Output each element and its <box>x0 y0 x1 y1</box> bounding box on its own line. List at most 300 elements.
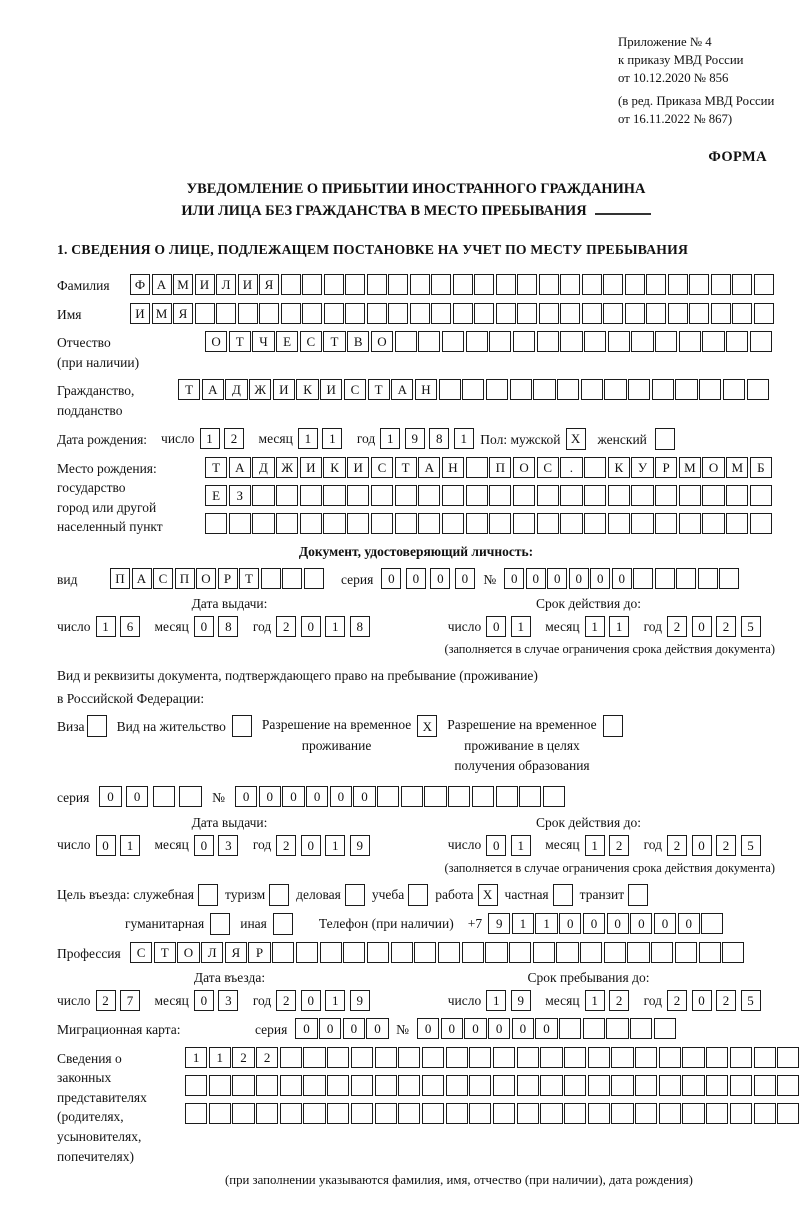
purpose-tourism-checkbox[interactable] <box>269 884 289 906</box>
char-cell[interactable]: 0 <box>488 1018 510 1039</box>
char-cell[interactable]: 0 <box>381 568 401 589</box>
char-cell[interactable] <box>466 457 488 478</box>
char-cell[interactable]: К <box>296 379 318 400</box>
entry-year-input[interactable] <box>276 990 374 1011</box>
char-cell[interactable]: 1 <box>511 616 531 637</box>
char-cell[interactable] <box>371 513 393 534</box>
char-cell[interactable]: С <box>300 331 322 352</box>
patronymic-input[interactable] <box>205 331 774 352</box>
residence-number-input[interactable] <box>235 786 567 807</box>
char-cell[interactable]: 1 <box>486 990 506 1011</box>
char-cell[interactable] <box>418 485 440 506</box>
edu-residence-checkbox[interactable] <box>603 715 623 737</box>
char-cell[interactable]: 5 <box>741 835 761 856</box>
char-cell[interactable]: 0 <box>282 786 304 807</box>
char-cell[interactable] <box>398 1047 420 1068</box>
char-cell[interactable]: 0 <box>455 568 475 589</box>
char-cell[interactable]: Ж <box>249 379 271 400</box>
char-cell[interactable] <box>537 485 559 506</box>
char-cell[interactable] <box>711 303 731 324</box>
char-cell[interactable]: Е <box>276 331 298 352</box>
char-cell[interactable]: 5 <box>741 990 761 1011</box>
doc-issue-year[interactable] <box>276 616 374 637</box>
char-cell[interactable] <box>603 303 623 324</box>
char-cell[interactable] <box>726 513 748 534</box>
char-cell[interactable]: 8 <box>350 616 370 637</box>
char-cell[interactable] <box>582 303 602 324</box>
char-cell[interactable] <box>539 303 559 324</box>
char-cell[interactable] <box>302 303 322 324</box>
char-cell[interactable]: А <box>152 274 172 295</box>
char-cell[interactable] <box>205 513 227 534</box>
char-cell[interactable]: 2 <box>224 428 244 449</box>
char-cell[interactable] <box>706 1075 728 1096</box>
char-cell[interactable] <box>659 1047 681 1068</box>
char-cell[interactable] <box>280 1103 302 1124</box>
char-cell[interactable] <box>418 331 440 352</box>
char-cell[interactable] <box>659 1075 681 1096</box>
char-cell[interactable] <box>472 786 494 807</box>
female-checkbox[interactable] <box>655 428 675 450</box>
char-cell[interactable]: 1 <box>200 428 220 449</box>
char-cell[interactable] <box>635 1103 657 1124</box>
char-cell[interactable] <box>327 1075 349 1096</box>
char-cell[interactable] <box>631 485 653 506</box>
char-cell[interactable]: Я <box>259 274 279 295</box>
char-cell[interactable] <box>375 1047 397 1068</box>
char-cell[interactable] <box>537 331 559 352</box>
surname-input[interactable] <box>130 274 775 295</box>
char-cell[interactable] <box>489 485 511 506</box>
char-cell[interactable]: 0 <box>441 1018 463 1039</box>
char-cell[interactable] <box>668 274 688 295</box>
char-cell[interactable] <box>604 379 626 400</box>
char-cell[interactable] <box>324 274 344 295</box>
char-cell[interactable] <box>302 274 322 295</box>
char-cell[interactable] <box>276 513 298 534</box>
char-cell[interactable] <box>496 303 516 324</box>
char-cell[interactable] <box>446 1075 468 1096</box>
char-cell[interactable]: 0 <box>692 616 712 637</box>
char-cell[interactable]: И <box>320 379 342 400</box>
char-cell[interactable] <box>659 1103 681 1124</box>
char-cell[interactable] <box>553 884 573 906</box>
stay-year-input[interactable] <box>667 990 765 1011</box>
char-cell[interactable] <box>722 942 744 963</box>
char-cell[interactable]: 1 <box>209 1047 231 1068</box>
char-cell[interactable] <box>564 1047 586 1068</box>
char-cell[interactable]: 0 <box>353 786 375 807</box>
doc-expiry-day[interactable] <box>486 616 535 637</box>
char-cell[interactable]: 2 <box>256 1047 278 1068</box>
male-checkbox[interactable] <box>566 428 586 450</box>
char-cell[interactable] <box>453 303 473 324</box>
char-cell[interactable] <box>625 303 645 324</box>
stay-day-input[interactable] <box>486 990 535 1011</box>
char-cell[interactable]: 1 <box>585 835 605 856</box>
char-cell[interactable] <box>556 942 578 963</box>
char-cell[interactable] <box>513 485 535 506</box>
char-cell[interactable] <box>256 1075 278 1096</box>
char-cell[interactable] <box>462 942 484 963</box>
char-cell[interactable] <box>375 1075 397 1096</box>
doc-series-input[interactable] <box>381 568 479 589</box>
char-cell[interactable]: О <box>177 942 199 963</box>
char-cell[interactable]: 2 <box>609 990 629 1011</box>
char-cell[interactable]: 1 <box>325 990 345 1011</box>
char-cell[interactable] <box>675 942 697 963</box>
char-cell[interactable] <box>631 331 653 352</box>
char-cell[interactable] <box>282 568 302 589</box>
char-cell[interactable] <box>462 379 484 400</box>
char-cell[interactable]: 0 <box>319 1018 341 1039</box>
char-cell[interactable]: Т <box>323 331 345 352</box>
char-cell[interactable] <box>422 1103 444 1124</box>
birth-day-input[interactable] <box>200 428 249 449</box>
char-cell[interactable]: Н <box>442 457 464 478</box>
char-cell[interactable]: 0 <box>612 568 632 589</box>
char-cell[interactable]: 0 <box>512 1018 534 1039</box>
char-cell[interactable]: 0 <box>330 786 352 807</box>
char-cell[interactable]: 2 <box>667 990 687 1011</box>
char-cell[interactable]: 2 <box>276 835 296 856</box>
char-cell[interactable] <box>682 1103 704 1124</box>
char-cell[interactable]: 1 <box>298 428 318 449</box>
char-cell[interactable]: Я <box>173 303 193 324</box>
birthplace-row-1[interactable] <box>205 457 774 478</box>
char-cell[interactable] <box>706 1103 728 1124</box>
char-cell[interactable] <box>489 331 511 352</box>
char-cell[interactable]: 1 <box>380 428 400 449</box>
char-cell[interactable]: 1 <box>512 913 534 934</box>
char-cell[interactable] <box>272 942 294 963</box>
char-cell[interactable] <box>351 1047 373 1068</box>
char-cell[interactable] <box>446 1103 468 1124</box>
char-cell[interactable] <box>754 1075 776 1096</box>
char-cell[interactable] <box>652 379 674 400</box>
char-cell[interactable]: 0 <box>366 1018 388 1039</box>
char-cell[interactable] <box>646 274 666 295</box>
char-cell[interactable] <box>418 513 440 534</box>
char-cell[interactable] <box>185 1075 207 1096</box>
char-cell[interactable] <box>496 786 518 807</box>
char-cell[interactable]: А <box>391 379 413 400</box>
char-cell[interactable] <box>584 457 606 478</box>
char-cell[interactable] <box>209 1103 231 1124</box>
char-cell[interactable]: 1 <box>585 990 605 1011</box>
char-cell[interactable]: 2 <box>609 835 629 856</box>
birth-month-input[interactable] <box>298 428 347 449</box>
char-cell[interactable]: Д <box>252 457 274 478</box>
doc-number-input[interactable] <box>504 568 741 589</box>
profession-input[interactable] <box>130 942 746 963</box>
char-cell[interactable] <box>408 884 428 906</box>
char-cell[interactable]: 0 <box>99 786 121 807</box>
char-cell[interactable]: 6 <box>120 616 140 637</box>
char-cell[interactable] <box>398 1103 420 1124</box>
char-cell[interactable] <box>424 786 446 807</box>
char-cell[interactable] <box>269 884 289 906</box>
char-cell[interactable]: 0 <box>547 568 567 589</box>
char-cell[interactable] <box>517 1075 539 1096</box>
char-cell[interactable] <box>723 379 745 400</box>
char-cell[interactable] <box>682 1075 704 1096</box>
char-cell[interactable]: Б <box>750 457 772 478</box>
char-cell[interactable]: А <box>132 568 152 589</box>
residence-issue-month[interactable] <box>194 835 243 856</box>
char-cell[interactable] <box>252 513 274 534</box>
doc-expiry-month[interactable] <box>585 616 634 637</box>
char-cell[interactable]: О <box>702 457 724 478</box>
char-cell[interactable] <box>730 1047 752 1068</box>
char-cell[interactable] <box>259 303 279 324</box>
char-cell[interactable] <box>633 568 653 589</box>
char-cell[interactable]: 2 <box>716 616 736 637</box>
char-cell[interactable] <box>179 786 201 807</box>
char-cell[interactable] <box>580 942 602 963</box>
char-cell[interactable] <box>777 1103 799 1124</box>
char-cell[interactable] <box>540 1103 562 1124</box>
char-cell[interactable]: С <box>371 457 393 478</box>
char-cell[interactable]: 0 <box>194 835 214 856</box>
char-cell[interactable] <box>493 1047 515 1068</box>
char-cell[interactable] <box>726 485 748 506</box>
char-cell[interactable] <box>280 1075 302 1096</box>
representatives-row-2[interactable] <box>185 1075 800 1096</box>
char-cell[interactable] <box>431 274 451 295</box>
char-cell[interactable]: А <box>202 379 224 400</box>
name-input[interactable] <box>130 303 775 324</box>
char-cell[interactable] <box>232 715 252 737</box>
char-cell[interactable] <box>581 379 603 400</box>
char-cell[interactable] <box>513 331 535 352</box>
char-cell[interactable] <box>726 331 748 352</box>
char-cell[interactable]: О <box>205 331 227 352</box>
char-cell[interactable] <box>238 303 258 324</box>
char-cell[interactable]: 0 <box>301 835 321 856</box>
char-cell[interactable]: И <box>130 303 150 324</box>
char-cell[interactable] <box>584 513 606 534</box>
char-cell[interactable]: Р <box>248 942 270 963</box>
char-cell[interactable] <box>371 485 393 506</box>
char-cell[interactable] <box>635 1075 657 1096</box>
char-cell[interactable]: Т <box>229 331 251 352</box>
char-cell[interactable]: Т <box>154 942 176 963</box>
char-cell[interactable] <box>493 1103 515 1124</box>
char-cell[interactable]: 7 <box>120 990 140 1011</box>
char-cell[interactable] <box>442 513 464 534</box>
char-cell[interactable]: С <box>130 942 152 963</box>
char-cell[interactable] <box>606 1018 628 1039</box>
char-cell[interactable] <box>474 274 494 295</box>
residence-expiry-day[interactable] <box>486 835 535 856</box>
char-cell[interactable]: И <box>300 457 322 478</box>
char-cell[interactable] <box>631 513 653 534</box>
char-cell[interactable] <box>347 513 369 534</box>
char-cell[interactable] <box>719 568 739 589</box>
char-cell[interactable] <box>209 1075 231 1096</box>
char-cell[interactable] <box>560 331 582 352</box>
char-cell[interactable]: 9 <box>350 835 370 856</box>
char-cell[interactable] <box>414 942 436 963</box>
char-cell[interactable]: 1 <box>511 835 531 856</box>
char-cell[interactable]: М <box>679 457 701 478</box>
representatives-row-1[interactable] <box>185 1047 800 1068</box>
char-cell[interactable]: 9 <box>405 428 425 449</box>
char-cell[interactable] <box>654 1018 676 1039</box>
char-cell[interactable] <box>391 942 413 963</box>
char-cell[interactable]: 1 <box>322 428 342 449</box>
char-cell[interactable]: 0 <box>464 1018 486 1039</box>
char-cell[interactable] <box>698 568 718 589</box>
char-cell[interactable]: 0 <box>343 1018 365 1039</box>
char-cell[interactable]: Р <box>218 568 238 589</box>
char-cell[interactable]: 8 <box>218 616 238 637</box>
residence-expiry-year[interactable] <box>667 835 765 856</box>
char-cell[interactable] <box>747 379 769 400</box>
char-cell[interactable] <box>345 884 365 906</box>
char-cell[interactable]: X <box>417 715 437 737</box>
char-cell[interactable]: М <box>152 303 172 324</box>
char-cell[interactable]: П <box>175 568 195 589</box>
char-cell[interactable] <box>675 379 697 400</box>
char-cell[interactable] <box>655 331 677 352</box>
char-cell[interactable] <box>395 331 417 352</box>
char-cell[interactable] <box>276 485 298 506</box>
char-cell[interactable] <box>583 1018 605 1039</box>
char-cell[interactable] <box>281 303 301 324</box>
citizenship-input[interactable] <box>178 379 770 400</box>
char-cell[interactable]: 2 <box>716 835 736 856</box>
char-cell[interactable] <box>377 786 399 807</box>
char-cell[interactable]: 1 <box>535 913 557 934</box>
char-cell[interactable]: 2 <box>716 990 736 1011</box>
char-cell[interactable]: 0 <box>301 616 321 637</box>
char-cell[interactable] <box>689 274 709 295</box>
char-cell[interactable]: К <box>323 457 345 478</box>
char-cell[interactable]: М <box>173 274 193 295</box>
char-cell[interactable] <box>422 1075 444 1096</box>
char-cell[interactable]: 2 <box>667 616 687 637</box>
char-cell[interactable] <box>679 485 701 506</box>
char-cell[interactable] <box>706 1047 728 1068</box>
char-cell[interactable]: Л <box>216 274 236 295</box>
char-cell[interactable] <box>489 513 511 534</box>
char-cell[interactable] <box>588 1047 610 1068</box>
char-cell[interactable] <box>517 274 537 295</box>
char-cell[interactable]: Ж <box>276 457 298 478</box>
char-cell[interactable] <box>388 303 408 324</box>
char-cell[interactable] <box>560 274 580 295</box>
char-cell[interactable] <box>431 303 451 324</box>
char-cell[interactable] <box>442 485 464 506</box>
migration-number-input[interactable] <box>417 1018 678 1039</box>
char-cell[interactable] <box>560 485 582 506</box>
char-cell[interactable] <box>474 303 494 324</box>
char-cell[interactable] <box>256 1103 278 1124</box>
char-cell[interactable]: Т <box>368 379 390 400</box>
doc-type-input[interactable] <box>110 568 325 589</box>
char-cell[interactable]: 2 <box>232 1047 254 1068</box>
char-cell[interactable] <box>398 1075 420 1096</box>
char-cell[interactable] <box>153 786 175 807</box>
purpose-commercial-checkbox[interactable] <box>345 884 365 906</box>
char-cell[interactable] <box>469 1047 491 1068</box>
char-cell[interactable] <box>185 1103 207 1124</box>
residence-permit-checkbox[interactable] <box>232 715 252 737</box>
char-cell[interactable] <box>608 331 630 352</box>
char-cell[interactable] <box>232 1075 254 1096</box>
char-cell[interactable] <box>635 1047 657 1068</box>
char-cell[interactable] <box>777 1075 799 1096</box>
char-cell[interactable]: В <box>347 331 369 352</box>
char-cell[interactable] <box>232 1103 254 1124</box>
char-cell[interactable] <box>439 379 461 400</box>
char-cell[interactable]: 0 <box>692 835 712 856</box>
char-cell[interactable]: С <box>153 568 173 589</box>
char-cell[interactable] <box>655 513 677 534</box>
char-cell[interactable]: 0 <box>126 786 148 807</box>
char-cell[interactable] <box>517 303 537 324</box>
char-cell[interactable]: Т <box>395 457 417 478</box>
char-cell[interactable] <box>699 942 721 963</box>
char-cell[interactable] <box>252 485 274 506</box>
char-cell[interactable] <box>422 1047 444 1068</box>
char-cell[interactable]: 0 <box>678 913 700 934</box>
char-cell[interactable] <box>87 715 107 737</box>
char-cell[interactable] <box>582 274 602 295</box>
char-cell[interactable]: 0 <box>692 990 712 1011</box>
char-cell[interactable]: 0 <box>559 913 581 934</box>
char-cell[interactable] <box>679 331 701 352</box>
char-cell[interactable] <box>395 513 417 534</box>
char-cell[interactable]: 3 <box>218 835 238 856</box>
char-cell[interactable]: 2 <box>276 990 296 1011</box>
char-cell[interactable] <box>543 786 565 807</box>
char-cell[interactable]: К <box>608 457 630 478</box>
char-cell[interactable] <box>281 274 301 295</box>
char-cell[interactable] <box>630 1018 652 1039</box>
char-cell[interactable]: А <box>229 457 251 478</box>
char-cell[interactable] <box>469 1075 491 1096</box>
char-cell[interactable]: 1 <box>325 835 345 856</box>
char-cell[interactable] <box>564 1075 586 1096</box>
char-cell[interactable] <box>655 485 677 506</box>
char-cell[interactable] <box>410 303 430 324</box>
purpose-study-checkbox[interactable] <box>408 884 428 906</box>
char-cell[interactable] <box>324 303 344 324</box>
char-cell[interactable]: Д <box>225 379 247 400</box>
char-cell[interactable] <box>300 513 322 534</box>
char-cell[interactable] <box>395 485 417 506</box>
char-cell[interactable]: С <box>344 379 366 400</box>
char-cell[interactable] <box>611 1103 633 1124</box>
char-cell[interactable] <box>750 513 772 534</box>
char-cell[interactable]: Т <box>205 457 227 478</box>
char-cell[interactable]: Р <box>655 457 677 478</box>
char-cell[interactable]: 1 <box>454 428 474 449</box>
char-cell[interactable] <box>493 1075 515 1096</box>
char-cell[interactable] <box>388 274 408 295</box>
purpose-business-checkbox[interactable] <box>198 884 218 906</box>
char-cell[interactable]: 0 <box>526 568 546 589</box>
residence-series-input[interactable] <box>99 786 206 807</box>
visa-checkbox[interactable] <box>87 715 107 737</box>
char-cell[interactable]: 0 <box>235 786 257 807</box>
char-cell[interactable] <box>229 513 251 534</box>
char-cell[interactable] <box>448 786 470 807</box>
char-cell[interactable]: Е <box>205 485 227 506</box>
